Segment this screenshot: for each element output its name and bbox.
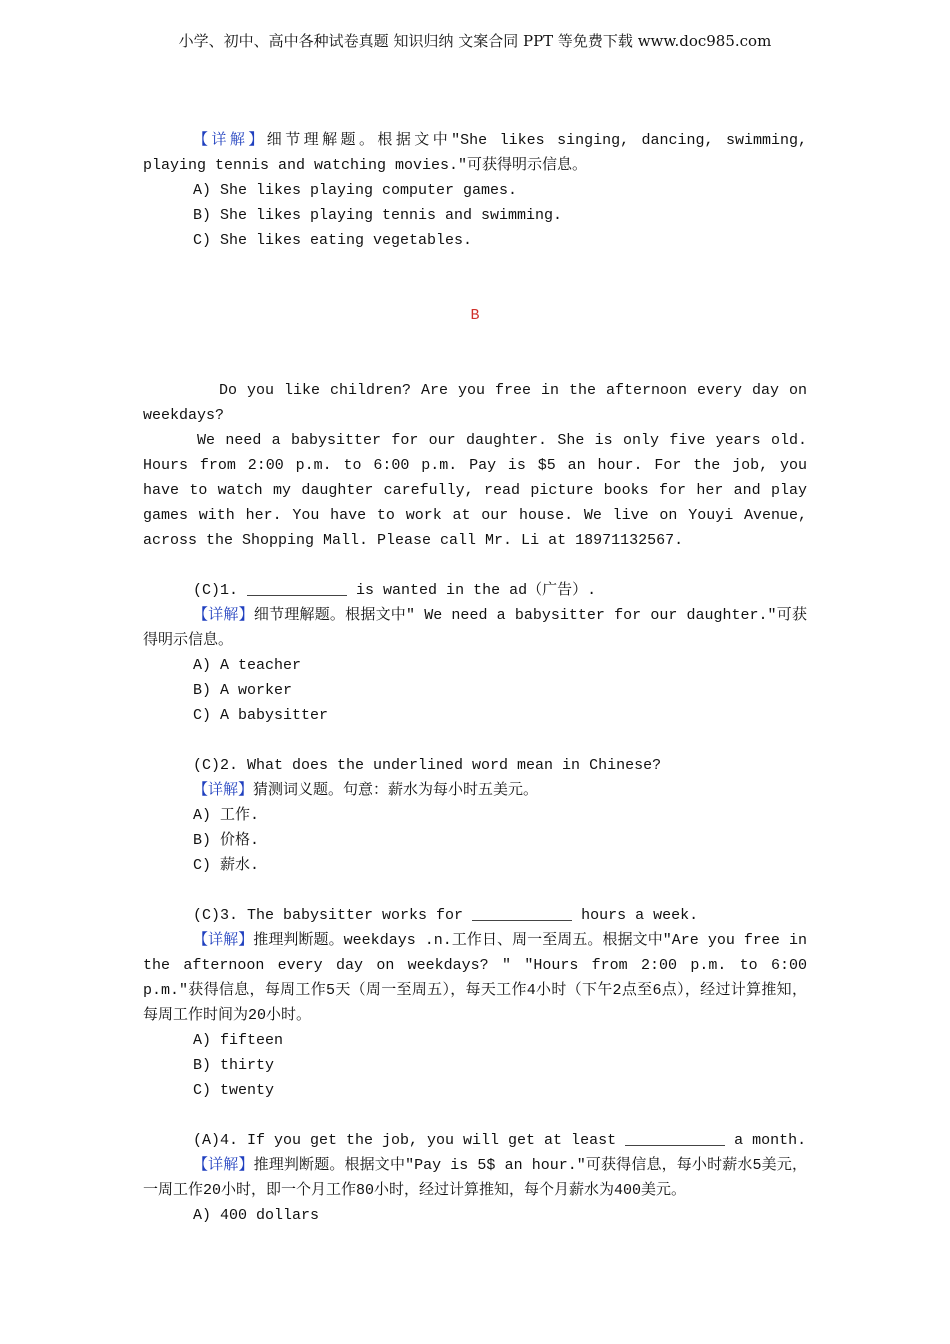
option: A) She likes playing computer games. [193, 182, 518, 199]
page-header: 小学、初中、高中各种试卷真题 知识归纳 文案合同 PPT 等免费下载 www.doc985.com [178, 32, 772, 50]
option: B) She likes playing tennis and swimming. [193, 207, 563, 224]
answer-blank [625, 1130, 725, 1146]
question-3: (C)3. The babysitter works for hours a week. [193, 907, 699, 924]
option: A) 400 dollars [193, 1207, 320, 1224]
option: A) 工作. [193, 807, 260, 824]
option: A) A teacher [193, 657, 302, 674]
passage-paragraph-1: Do you like children? Are you free in the afternoon every day on weekdays? [143, 382, 807, 424]
question-4: (A)4. If you get the job, you will get at least a month. [193, 1132, 807, 1149]
passage-paragraph-2: We need a babysitter for our daughter. She is only five years old. Hours from 2:00 p.m. to 6:00 p.m. Pay is $5 an hour. For the job, you have to watch my daughter carefully, read picture books for her and play games with her. You have to work at our house. We live on Youyi Avenue, across the Shopping Mall. Please call Mr. Li at 18971132567. [143, 432, 807, 549]
explanation-q2: 【详解】猜测词义题。句意：薪水为每小时五美元。 [193, 782, 539, 799]
option: C) She likes eating vegetables. [193, 232, 473, 249]
explanation-q3: 【详解】推理判断题。weekdays .n.工作日、周一至周五。根据文中"Are you free in the afternoon every day on weekdays? " "Hours from 2:00 p.m. to 6:00 p.m."获得信息，每周工作5天（周一至周五），每天工作4小时（下午2点至6点），经过计算推知，每周工作时间为20小时。 [143, 932, 807, 1024]
option: B) thirty [193, 1057, 275, 1074]
option: A) fifteen [193, 1032, 284, 1049]
option: C) twenty [193, 1082, 275, 1099]
section-label: B [470, 307, 480, 324]
option: B) A worker [193, 682, 293, 699]
question-2: (C)2. What does the underlined word mean in Chinese? [193, 757, 662, 774]
answer-blank [472, 905, 572, 921]
explanation-1: 【详解】细节理解题。根据文中"She likes singing, dancing, swimming, playing tennis and watching movies."可获得明示信息。 [143, 132, 807, 174]
question-1: (C)1. is wanted in the ad（广告）. [193, 582, 597, 599]
answer-blank [247, 580, 347, 596]
explanation-q1: 【详解】细节理解题。根据文中" We need a babysitter for our daughter."可获得明示信息。 [143, 607, 807, 649]
explanation-q4: 【详解】推理判断题。根据文中"Pay is 5$ an hour."可获得信息，每小时薪水5美元，一周工作20小时，即一个月工作80小时，经过计算推知，每个月薪水为400美元。 [143, 1157, 807, 1199]
option: B) 价格. [193, 832, 260, 849]
detail-tag: 【详解】 [193, 132, 267, 149]
document-body [143, 128, 807, 1228]
option: C) A babysitter [193, 707, 329, 724]
option: C) 薪水. [193, 857, 260, 874]
